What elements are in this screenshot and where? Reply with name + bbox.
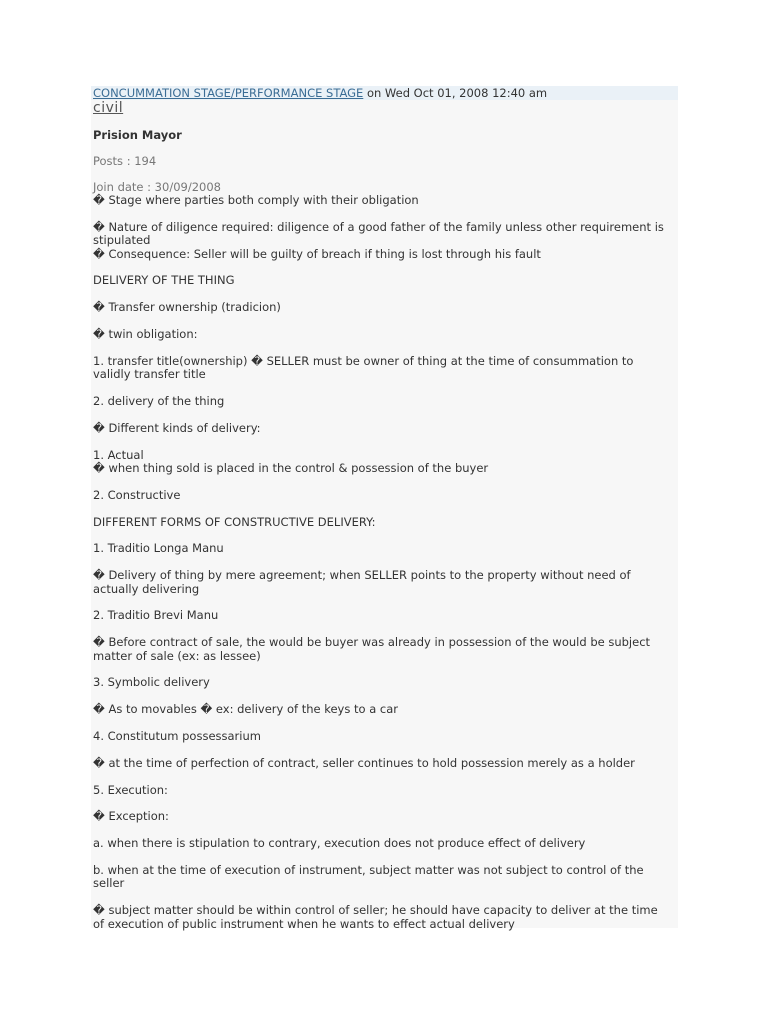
post-text-line: � Different kinds of delivery: xyxy=(93,420,261,435)
paragraph-gap xyxy=(93,596,676,609)
post-text-line: seller xyxy=(93,876,125,891)
post-text-line: � Before contract of sale, the would be buyer was already in possession of the would be subject xyxy=(93,635,651,650)
paragraph-gap xyxy=(93,663,676,676)
author-rank: Prision Mayor xyxy=(93,128,182,142)
post-text-line: � when thing sold is placed in the control & possession of the buyer xyxy=(93,461,489,475)
paragraph-gap xyxy=(93,475,676,488)
post-text-line: b. when at the time of execution of instrument, subject matter was not subject to control of the xyxy=(93,862,644,877)
post-text-line: � Consequence: Seller will be guilty of breach if thing is lost through his fault xyxy=(93,246,541,261)
post-text-line: 1. Actual xyxy=(93,447,144,462)
post-text-line: 3. Symbolic delivery xyxy=(93,675,210,690)
post-text-line: � As to movables � ex: delivery of the keys to a car xyxy=(93,702,399,717)
post-text-line: 4. Constitutum possessarium xyxy=(93,728,261,743)
post-text-line: a. when there is stipulation to contrary, execution does not produce effect of delivery xyxy=(93,836,586,851)
paragraph-gap xyxy=(93,382,676,395)
paragraph-gap xyxy=(93,341,676,354)
post-text-line: matter of sale (ex: as lessee) xyxy=(93,648,261,663)
post-text-line: � Transfer ownership (tradicion) xyxy=(93,300,281,315)
author-username-link[interactable]: civil xyxy=(93,100,124,116)
post-text-line: � subject matter should be within control of seller; he should have capacity to deliver at the time xyxy=(93,903,658,918)
paragraph-gap xyxy=(93,502,676,515)
post-text-line: 1. transfer title(ownership) � SELLER must be owner of thing at the time of consummation to xyxy=(93,353,634,368)
paragraph-gap xyxy=(93,851,676,864)
paragraph-gap xyxy=(93,690,676,703)
paragraph-gap xyxy=(93,529,676,542)
author-post-count: Posts : 194 xyxy=(93,154,157,168)
paragraph-gap xyxy=(93,207,676,220)
post-text-line: � Nature of diligence required: diligence of a good father of the family unless other requirement is xyxy=(93,219,664,234)
paragraph-gap xyxy=(93,743,676,756)
paragraph-gap xyxy=(93,717,676,730)
paragraph-gap xyxy=(93,556,676,569)
paragraph-gap xyxy=(93,623,676,636)
forum-post xyxy=(91,86,678,931)
post-text-line: 2. Constructive xyxy=(93,487,181,502)
post-text-line: � Stage where parties both comply with their obligation xyxy=(93,193,419,207)
post-text-line: � Exception: xyxy=(93,809,169,824)
post-text-line: validly transfer title xyxy=(93,367,206,382)
paragraph-gap xyxy=(93,435,676,448)
post-text-line: actually delivering xyxy=(93,581,200,596)
author-profile xyxy=(91,100,678,194)
post-text-line: 2. Traditio Brevi Manu xyxy=(93,608,219,623)
post-text-line: � at the time of perfection of contract, seller continues to hold possession merely as a holder xyxy=(93,755,635,770)
post-text-line: stipulated xyxy=(93,233,151,248)
post-text-line: of execution of public instrument when he wants to effect actual delivery xyxy=(93,916,515,931)
post-text-line: � twin obligation: xyxy=(93,327,198,341)
post-text-line: DELIVERY OF THE THING xyxy=(93,273,235,288)
post-text-line: � Delivery of thing by mere agreement; when SELLER points to the property without need of xyxy=(93,568,631,583)
paragraph-gap xyxy=(93,797,676,810)
post-date: on Wed Oct 01, 2008 12:40 am xyxy=(363,86,548,100)
paragraph-gap xyxy=(93,891,676,904)
paragraph-gap xyxy=(93,261,676,274)
paragraph-gap xyxy=(93,770,676,783)
author-join-date: Join date : 30/09/2008 xyxy=(93,180,221,194)
paragraph-gap xyxy=(93,824,676,837)
topic-title-link[interactable]: CONCUMMATION STAGE/PERFORMANCE STAGE xyxy=(93,86,364,100)
topic-header xyxy=(91,86,678,100)
post-text-line: 1. Traditio Longa Manu xyxy=(93,541,224,556)
post-text-line: DIFFERENT FORMS OF CONSTRUCTIVE DELIVERY: xyxy=(93,514,376,529)
post-text-line: 5. Execution: xyxy=(93,782,168,797)
paragraph-gap xyxy=(93,288,676,301)
paragraph-gap xyxy=(93,315,676,328)
post-text-line: 2. delivery of the thing xyxy=(93,394,225,408)
paragraph-gap xyxy=(93,408,676,421)
post-body xyxy=(91,194,678,931)
